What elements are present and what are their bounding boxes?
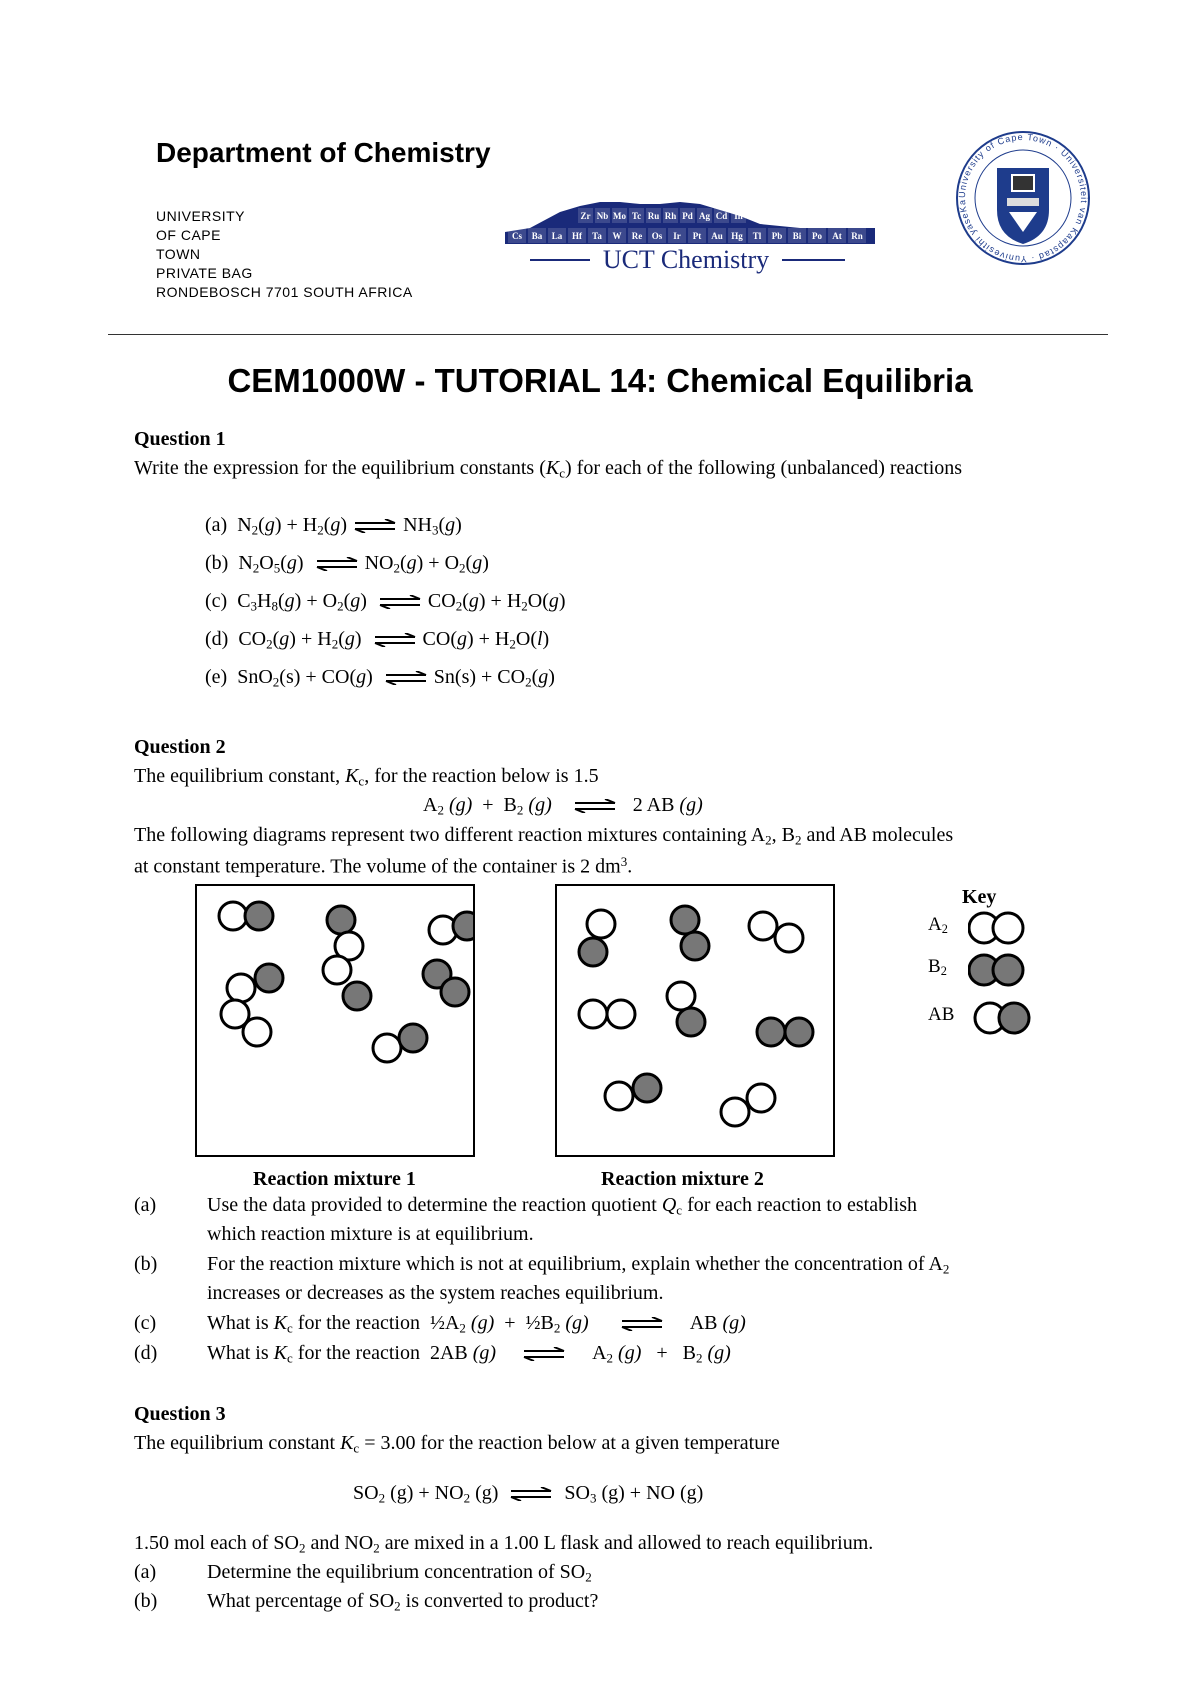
logo-element-symbol: Au xyxy=(711,231,723,241)
q3-line1-pre: The equilibrium constant xyxy=(134,1432,341,1454)
q2-part-b-label: (b) xyxy=(134,1253,158,1275)
reaction-label: (b) xyxy=(205,552,229,574)
b-atom xyxy=(399,1024,427,1052)
a-atom xyxy=(323,956,351,984)
reaction-a: (a) $N_2(g) + H_2(g)$ $NH_3(g)$ xyxy=(205,514,462,538)
logo-element-symbol: Cd xyxy=(715,211,728,221)
q3-part-a-body: Determine the equilibrium concentration of SO xyxy=(207,1561,586,1583)
a-atom xyxy=(243,1018,271,1046)
question-2-line4: at constant temperature. The volume of the container is 2 $dm^3$. xyxy=(134,854,633,878)
q3-part-b-body-end: is converted to product? xyxy=(400,1590,599,1612)
page-title: CEM1000W - TUTORIAL 14: Chemical Equilibria xyxy=(227,362,973,399)
q3-line1-post: = 3.00 for the reaction below at a given temperature xyxy=(359,1432,780,1454)
question-3-heading: Question 3 xyxy=(134,1403,226,1425)
logo-element-symbol: Hf xyxy=(572,231,582,241)
a-atom xyxy=(747,1084,775,1112)
question-3-line2: 1.50 mol each of $SO_2$ and $NO_2$ are mixed in a 1.00 L flask and allowed to reach equilibrium. xyxy=(134,1532,874,1556)
uct-chemistry-logo xyxy=(500,198,880,280)
q2-part-c-text: What is xyxy=(207,1312,274,1334)
question-2-heading: Question 2 xyxy=(134,736,226,758)
logo-element-symbol: Pd xyxy=(682,211,693,221)
question-1-heading: Question 1 xyxy=(134,428,226,450)
b-atom xyxy=(255,964,283,992)
a-atom xyxy=(667,982,695,1010)
b-atom xyxy=(785,1018,813,1046)
equilibrium-arrow-icon xyxy=(353,519,397,533)
kc-symbol: K xyxy=(545,457,560,479)
key-label-ab: AB xyxy=(928,1004,955,1025)
logo-element-symbol: Rh xyxy=(664,211,677,221)
b-atom xyxy=(245,902,273,930)
a-atom xyxy=(607,1000,635,1028)
kc-subscript: c xyxy=(358,773,365,789)
q3-part-a-text: Determine the equilibrium concentration of $SO_2$ xyxy=(207,1561,592,1585)
q2-part-a-text: Use the data provided to determine the reaction quotient xyxy=(207,1194,662,1216)
a-atom xyxy=(775,924,803,952)
key-a-atom xyxy=(993,913,1023,943)
q2-part-d-text: What is xyxy=(207,1342,274,1364)
q3-line2-a: 1.50 mol each of SO xyxy=(134,1532,299,1554)
logo-element-symbol: Pt xyxy=(692,231,702,241)
q3-part-b-text: What percentage of $SO_2$ is converted to product? xyxy=(207,1590,599,1614)
key-b-atom xyxy=(993,955,1023,985)
q2-part-d-line: What is $K_c$ for the reaction 2AB (g) $A_2$ $(g) + B_2$ (g) xyxy=(207,1342,731,1366)
b-atom xyxy=(441,978,469,1006)
q2-part-c-label: (c) xyxy=(134,1312,157,1334)
logo-element-symbol: Bi xyxy=(792,231,802,241)
q2-part-c-line: What is $K_c$ for the reaction $\frac{1}{2}A_2$ $(g) + \frac{1}{2}B_2$ (g) AB (g) xyxy=(207,1312,746,1336)
logo-element-symbol: Ag xyxy=(699,211,710,221)
equilibrium-arrow-icon xyxy=(573,799,617,813)
q3-line2-b: and NO xyxy=(305,1532,374,1554)
reaction-label: (e) xyxy=(205,666,228,688)
key-b-atom xyxy=(999,1003,1029,1033)
q2-line1-post: , for the reaction below is 1.5 xyxy=(364,765,599,787)
b-atom xyxy=(681,932,709,960)
q2-part-b-text: For the reaction mixture which is not at equilibrium, explain whether the concentration of A xyxy=(207,1253,943,1275)
equilibrium-arrow-icon xyxy=(620,1317,664,1331)
key-label-a2: $A_2$ xyxy=(928,914,948,937)
q2-part-a-line1: Use the data provided to determine the reaction quotient $Q_c$ for each reaction to establish xyxy=(207,1194,917,1218)
reaction-mixture-1-box xyxy=(195,884,475,1157)
logo-element-symbol: Ta xyxy=(592,231,602,241)
q2-part-a-label: (a) xyxy=(134,1194,157,1216)
key-title: Key xyxy=(962,886,997,908)
question-2-reaction: $A_2$ $(g) + B_2$ (g) 2 AB (g) xyxy=(423,794,703,818)
b-atom xyxy=(327,906,355,934)
logo-element-symbol: Tl xyxy=(752,231,762,241)
logo-element-symbol: Pb xyxy=(771,231,783,241)
a-atom xyxy=(227,974,255,1002)
q2-part-d-text-end: for the reaction xyxy=(292,1342,420,1364)
b-atom xyxy=(343,982,371,1010)
logo-element-symbol: Tc xyxy=(631,211,642,221)
question-1-intro xyxy=(134,457,962,481)
q2-part-a-line2: which reaction mixture is at equilibrium. xyxy=(207,1223,534,1245)
reaction-mixture-2-box xyxy=(555,884,835,1157)
molecule-key xyxy=(928,884,1058,1054)
reaction-e: (e) SnO$_2$(s) + CO(g) $Sn(s) + CO_2(g)$ xyxy=(205,666,555,690)
equilibrium-arrow-icon xyxy=(378,595,422,609)
equilibrium-arrow-icon xyxy=(384,671,428,685)
q2-part-d-label: (d) xyxy=(134,1342,158,1364)
a-atom xyxy=(749,912,777,940)
a-atom xyxy=(721,1098,749,1126)
key-molecules xyxy=(968,908,1058,1054)
reaction-label: (c) xyxy=(205,590,228,612)
key-label-b2: $B_2$ xyxy=(928,956,947,979)
b-atom xyxy=(757,1018,785,1046)
key-a-text: A xyxy=(928,914,942,935)
svg-text:University of Cape Town · Univ: University of Cape Town · Universiteit van Kaapstad · Yunivesithi yaseKa xyxy=(956,131,1090,265)
q3-part-b-body: What percentage of SO xyxy=(207,1590,395,1612)
q2-line4-text: at constant temperature. The volume of the container is 2 dm xyxy=(134,855,621,878)
header-divider xyxy=(108,334,1108,335)
q2-part-b-line2: increases or decreases as the system reaches equilibrium. xyxy=(207,1282,664,1304)
q2-line1-pre: The equilibrium constant, xyxy=(134,765,346,787)
logo-element-symbol: Mo xyxy=(613,211,626,221)
logo-element-symbol: Os xyxy=(651,231,663,241)
q1-intro-post: ) for each of the following (unbalanced) reactions xyxy=(565,457,963,479)
reaction-mixture-1-diagram xyxy=(197,886,473,1155)
address-line: UNIVERSITY xyxy=(156,208,246,224)
address-line: RONDEBOSCH 7701 SOUTH AFRICA xyxy=(156,284,413,300)
logo-element-symbol: Ir xyxy=(673,231,681,241)
q1-intro-pre: Write the expression for the equilibrium constants ( xyxy=(134,457,546,479)
q2-line3-text: The following diagrams represent two different reaction mixtures containing A xyxy=(134,824,766,846)
question-2-line1 xyxy=(134,765,599,789)
b-atom xyxy=(579,938,607,966)
q3-part-a-label: (a) xyxy=(134,1561,157,1583)
logo-element-symbol: W xyxy=(612,231,622,241)
reaction-c: (c) $C_3H_8(g) + O_2(g) CO_2(g) + H_2O(g)$ xyxy=(205,590,566,614)
question-2-line3: The following diagrams represent two different reaction mixtures containing $A_2$, $B_2$ and AB molecules xyxy=(134,824,954,848)
reaction-d: (d) $CO_2(g) + H_2(g) CO(g) + H_2O(l)$ xyxy=(205,628,550,652)
b-atom xyxy=(677,1008,705,1036)
reaction-label: (a) xyxy=(205,514,228,536)
q3-part-b-label: (b) xyxy=(134,1590,158,1612)
address-line: OF CAPE xyxy=(156,227,221,243)
university-address xyxy=(156,207,413,302)
a-atom xyxy=(373,1034,401,1062)
logo-text: UCT Chemistry xyxy=(602,245,770,274)
logo-element-symbol: La xyxy=(551,231,563,241)
equilibrium-arrow-icon xyxy=(373,633,417,647)
a-atom xyxy=(579,1000,607,1028)
b-atom xyxy=(671,906,699,934)
b-atom xyxy=(453,912,473,940)
reaction-mixture-2-label: Reaction mixture 2 xyxy=(601,1168,764,1190)
logo-element-symbol: Rn xyxy=(851,231,863,241)
q2-part-a-text-end: for each reaction to establish xyxy=(682,1194,917,1216)
a-atom xyxy=(219,902,247,930)
reaction-mixture-2-diagram xyxy=(557,886,833,1155)
address-line: PRIVATE BAG xyxy=(156,265,253,281)
logo-element-symbol: Nb xyxy=(596,211,609,221)
question-3-reaction: $SO_2$ $(g) + NO_2$ (g) $SO_3$ (g) + NO (g) xyxy=(353,1482,704,1506)
logo-element-symbol: Hg xyxy=(731,231,743,241)
a-atom xyxy=(605,1082,633,1110)
q2-part-c-text-end: for the reaction xyxy=(292,1312,420,1334)
logo-element-symbol: Cs xyxy=(511,231,523,241)
reaction-mixture-1-label: Reaction mixture 1 xyxy=(253,1168,416,1190)
q2-part-b-line1: For the reaction mixture which is not at equilibrium, explain whether the concentration of $A_2$ xyxy=(207,1253,950,1277)
uct-seal-logo xyxy=(953,124,1093,272)
b-atom xyxy=(633,1074,661,1102)
key-b-text: B xyxy=(928,956,941,977)
logo-element-symbol: Ba xyxy=(531,231,543,241)
equilibrium-arrow-icon xyxy=(315,557,359,571)
logo-element-symbol: Zr xyxy=(580,211,591,221)
equilibrium-arrow-icon xyxy=(509,1487,553,1501)
logo-element-symbol: In xyxy=(734,211,743,221)
department-title: Department of Chemistry xyxy=(156,137,491,168)
q3-line2-c: are mixed in a 1.00 L flask and allowed to reach equilibrium. xyxy=(379,1532,874,1554)
reaction-b: (b) $N_2O_5(g) NO_2(g) + O_2(g)$ xyxy=(205,552,489,576)
kc-symbol: K xyxy=(345,765,359,787)
a-atom xyxy=(587,910,615,938)
logo-element-symbol: At xyxy=(832,231,842,241)
logo-element-symbol: Re xyxy=(631,231,643,241)
logo-element-symbol: Ru xyxy=(647,211,660,221)
kc-subscript: c xyxy=(559,465,565,481)
question-3-line1: The equilibrium constant $K_c = 3.00$ for the reaction below at a given temperature xyxy=(134,1432,780,1456)
logo-element-symbol: Po xyxy=(812,231,822,241)
equilibrium-arrow-icon xyxy=(522,1347,566,1361)
address-line: TOWN xyxy=(156,246,201,262)
reaction-label: (d) xyxy=(205,628,229,650)
